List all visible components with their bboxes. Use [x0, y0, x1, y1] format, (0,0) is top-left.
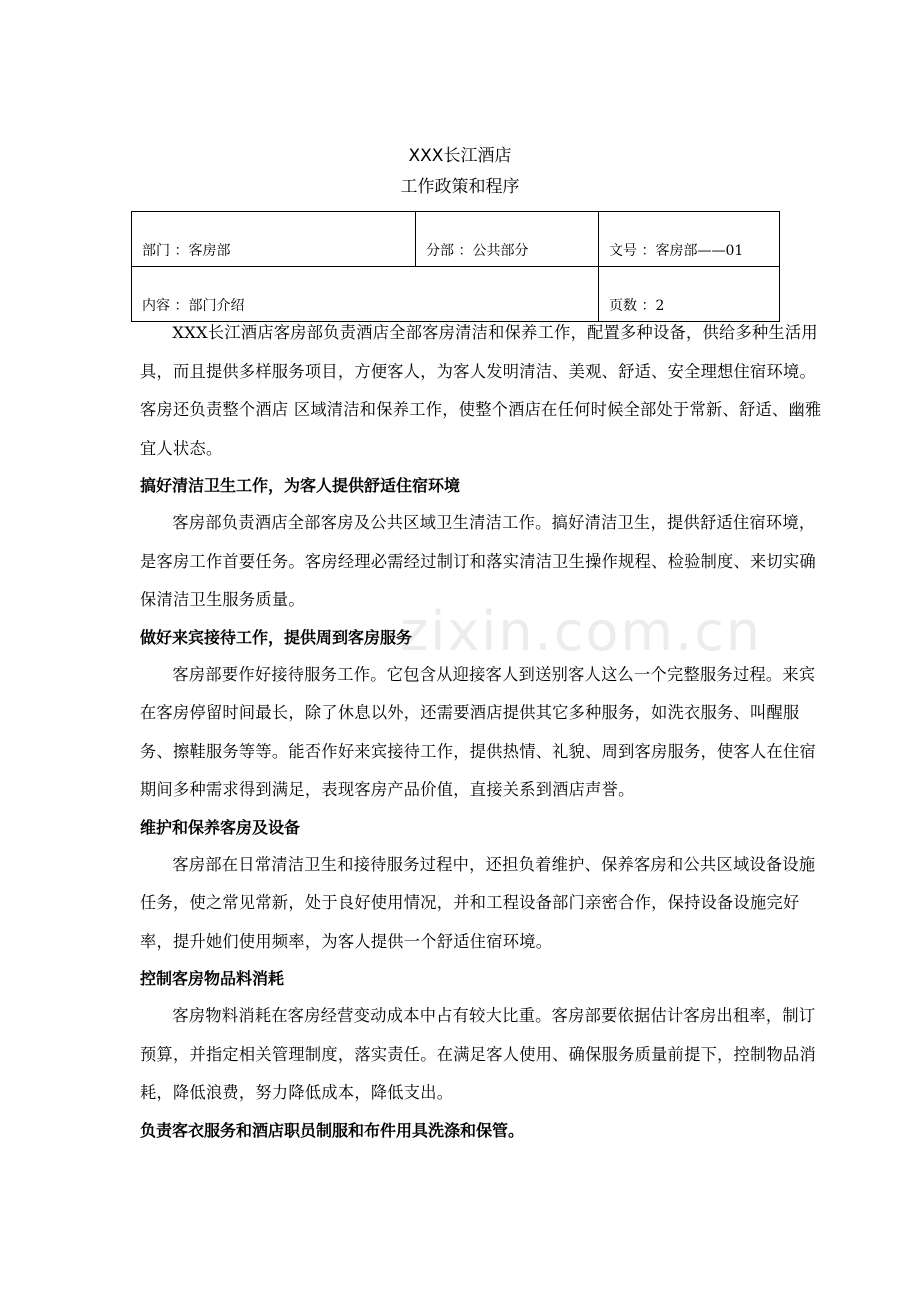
- document-title: XXX长江酒店: [408, 146, 512, 166]
- document-subtitle: 工作政策和程序: [400, 177, 520, 197]
- intro-paragraph: XXX长江酒店客房部负责酒店全部客房清洁和保养工作，配置多种设备，供给多种生活用具，而且提供多样服务项目，方便客人，为客人发明清洁、美观、舒适、安全理想住宿环境。客房还负责整个酒店 区域清洁和保养工作，使整个酒店在任何时候全部处于常新、舒适、幽雅宜人状态。: [140, 323, 822, 458]
- section-heading-1: 搞好清洁卫生工作，为客人提供舒适住宿环境: [140, 476, 461, 495]
- document-body: [140, 314, 830, 1149]
- section-body-2: 客房部要作好接待服务工作。它包含从迎接客人到送别客人这么一个完整服务过程。来宾在客房停留时间最长，除了休息以外，还需要酒店提供其它多种服务，如洗衣服务、叫醒服务、擦鞋服务等等。能否作好来宾接待工作，提供热情、礼貌、周到客房服务，使客人在住宿期间多种需求得到满足，表现客房产品价值，直接关系到酒店声誉。: [140, 664, 816, 799]
- section-body-4: 客房物料消耗在客房经营变动成本中占有较大比重。客房部要依据估计客房出租率，制订预算，并指定相关管理制度，落实责任。在满足客人使用、确保服务质量前提下，控制物品消耗，降低浪费，努力降低成本，降低支出。: [140, 1006, 816, 1102]
- pages-cell: 页数 ：2: [599, 267, 780, 322]
- section-body-3: 客房部在日常清洁卫生和接待服务过程中，还担负着维护、保养客房和公共区域设备设施任务，使之常见常新，处于良好使用情况，并和工程设备部门亲密合作，保持设备设施完好率，提升她们使用频率，为客人提供一个舒适住宿环境。: [140, 854, 816, 951]
- watermark: zixin.com.cn: [400, 600, 763, 663]
- section-heading-3: 维护和保养客房及设备: [140, 817, 301, 837]
- content-cell: 内容 ：部门介绍: [132, 267, 599, 322]
- section-heading-5: 负责客衣服务和酒店职员制服和布件用具洗涤和保管。: [140, 1120, 525, 1140]
- section-heading-4: 控制客房物品料消耗: [140, 969, 285, 988]
- section-heading-2: 做好来宾接待工作，提供周到客房服务: [140, 627, 413, 647]
- department-cell: 部门 ：客房部: [132, 212, 416, 267]
- info-row-1: [132, 212, 780, 267]
- division-cell: 分部 ：公共部分: [416, 212, 599, 267]
- doc-number-cell: 文号 ：客房部——01: [599, 212, 780, 267]
- info-table: [131, 211, 780, 322]
- section-body-1: 客房部负责酒店全部客房及公共区域卫生清洁工作。搞好清洁卫生，提供舒适住宿环境，是客房工作首要任务。客房经理必需经过制订和落实清洁卫生操作规程、检验制度、来切实确保清洁卫生服务质量。: [140, 513, 816, 609]
